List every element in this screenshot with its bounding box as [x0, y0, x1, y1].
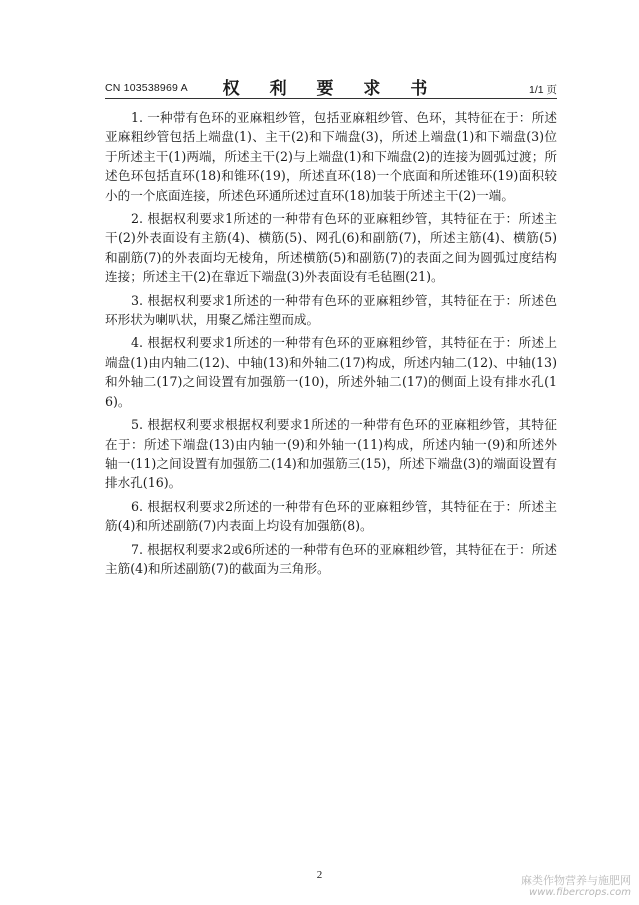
claim-1: 1. 一种带有色环的亚麻粗纱管，包括亚麻粗纱管、色环，其特征在于：所述亚麻粗纱管包括上端盘(1)、主干(2)和下端盘(3)，所述上端盘(1)和下端盘(3)位于所述主干(1)两端，所述主干(2)与上端盘(1)和下端盘(2)的连接为圆弧过渡；所述色环包括直环(18)和锥环(19)，所述直环(18)一个底面和所述锥环(19)面积较小的一个底面连接，所述色环通所述过直环(18)加装于所述主干(2)一端。: [105, 110, 557, 203]
watermark-url: www.fibercrops.com: [529, 887, 631, 898]
claim-2: 2. 根据权利要求1所述的一种带有色环的亚麻粗纱管，其特征在于：所述主干(2)外表面设有主筋(4)、横筋(5)、网孔(6)和副筋(7)，所述主筋(4)、横筋(5)和副筋(7)的外表面均无棱角，所述横筋(5)和副筋(7)的表面之间为圆弧过度结构连接；所述主干(2)在靠近下端盘(3)外表面设有毛毡圈(21)。: [105, 211, 557, 285]
publication-number: CN 103538969 A: [105, 82, 188, 94]
claim-4: 4. 根据权利要求1所述的一种带有色环的亚麻粗纱管，其特征在于：所述上端盘(1)由内轴二(12)、中轴(13)和外轴二(17)构成，所述内轴二(12)、中轴(13)和外轴二(17)之间设置有加强筋一(10)，所述外轴二(17)的侧面上设有排水孔(16)。: [105, 335, 557, 409]
claim-3: 3. 根据权利要求1所述的一种带有色环的亚麻粗纱管，其特征在于：所述色环形状为喇叭状，用聚乙烯注塑而成。: [105, 292, 557, 328]
document-title: 权 利 要 求 书: [222, 79, 440, 99]
claims-body: [105, 108, 557, 582]
page-count: 1/1 页: [528, 84, 557, 96]
claim-5: 5. 根据权利要求根据权利要求1所述的一种带有色环的亚麻粗纱管，其特征在于：所述下端盘(13)由内轴一(9)和外轴一(11)构成，所述内轴一(9)和所述外轴一(11)之间设置有加强筋二(14)和加强筋三(15)，所述下端盘(3)的端面设置有排水孔(16)。: [105, 417, 557, 491]
page-number: 2: [316, 869, 323, 881]
site-watermark: [521, 875, 631, 899]
document-header: [105, 74, 557, 98]
watermark-text: 麻类作物营养与施肥网: [521, 874, 631, 887]
claim-6: 6. 根据权利要求2所述的一种带有色环的亚麻粗纱管，其特征在于：所述主筋(4)和所述副筋(7)内表面上均设有加强筋(8)。: [105, 498, 557, 534]
header-divider: [105, 98, 557, 99]
claim-7: 7. 根据权利要求2或6所述的一种带有色环的亚麻粗纱管，其特征在于：所述主筋(4)和所述副筋(7)的截面为三角形。: [105, 541, 557, 576]
